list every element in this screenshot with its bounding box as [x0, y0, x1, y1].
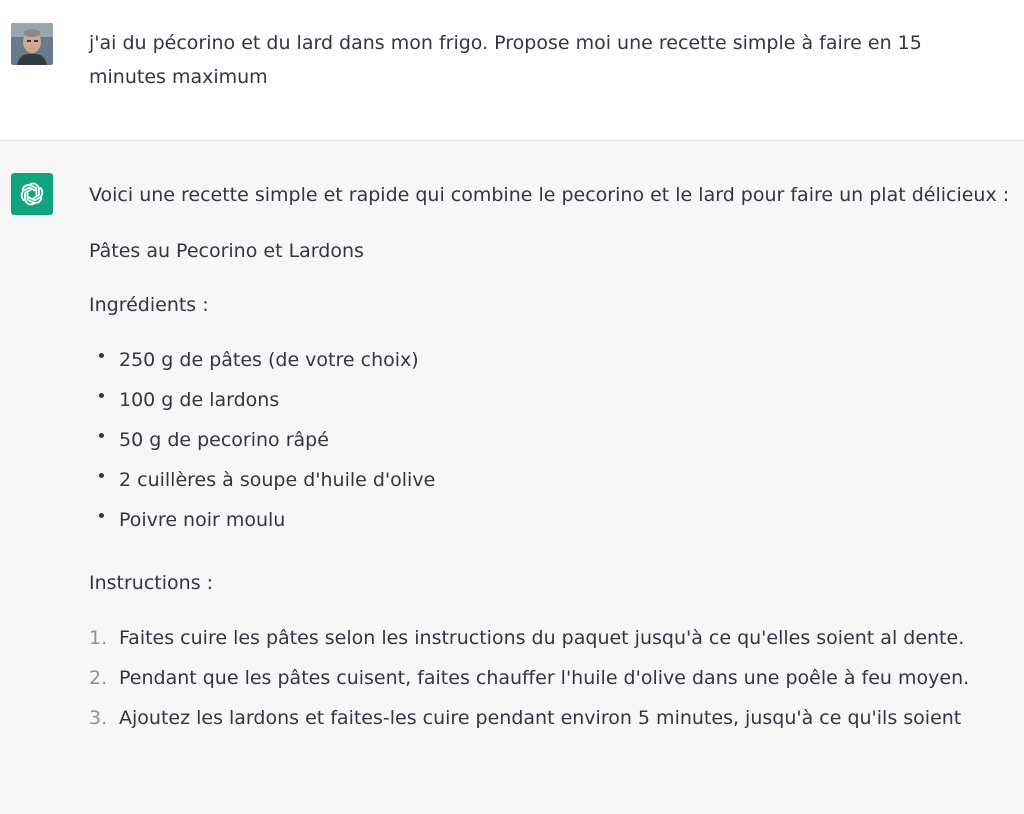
user-avatar-photo — [11, 23, 53, 65]
instructions-list — [89, 618, 1019, 738]
assistant-message-row — [0, 142, 1024, 814]
ingredients-heading: Ingrédients : — [89, 294, 209, 316]
user-message-text: j'ai du pécorino et du lard dans mon frigo. Propose moi une recette simple à faire en 15 minutes maximum — [89, 32, 922, 88]
ingredient-item: 50 g de pecorino râpé — [89, 420, 1019, 460]
user-message-row — [0, 0, 1024, 141]
step-number: 1. — [89, 627, 108, 649]
instruction-step — [89, 698, 1019, 738]
recipe-title: Pâtes au Pecorino et Lardons — [89, 240, 364, 262]
ingredients-list — [89, 340, 1019, 540]
step-text: Ajoutez les lardons et faites-les cuire pendant environ 5 minutes, jusqu'à ce qu'ils soient — [119, 707, 962, 729]
step-text: Faites cuire les pâtes selon les instructions du paquet jusqu'à ce qu'elles soient al dente. — [119, 627, 965, 649]
openai-logo-svg — [18, 180, 46, 208]
ingredient-item: 100 g de lardons — [89, 380, 1019, 420]
instruction-step — [89, 658, 1019, 698]
assistant-message-content — [89, 178, 1019, 738]
step-number: 2. — [89, 667, 108, 689]
assistant-intro: Voici une recette simple et rapide qui combine le pecorino et le lard pour faire un plat délicieux : — [89, 184, 1010, 206]
step-text: Pendant que les pâtes cuisent, faites chauffer l'huile d'olive dans une poêle à feu moyen. — [119, 667, 970, 689]
step-number: 3. — [89, 707, 108, 729]
ingredient-item: 250 g de pâtes (de votre choix) — [89, 340, 1019, 380]
ingredient-item: Poivre noir moulu — [89, 500, 1019, 540]
instruction-step — [89, 618, 1019, 658]
user-avatar — [11, 23, 53, 65]
ingredient-item: 2 cuillères à soupe d'huile d'olive — [89, 460, 1019, 500]
instructions-heading: Instructions : — [89, 572, 214, 594]
openai-logo-icon — [11, 173, 53, 215]
